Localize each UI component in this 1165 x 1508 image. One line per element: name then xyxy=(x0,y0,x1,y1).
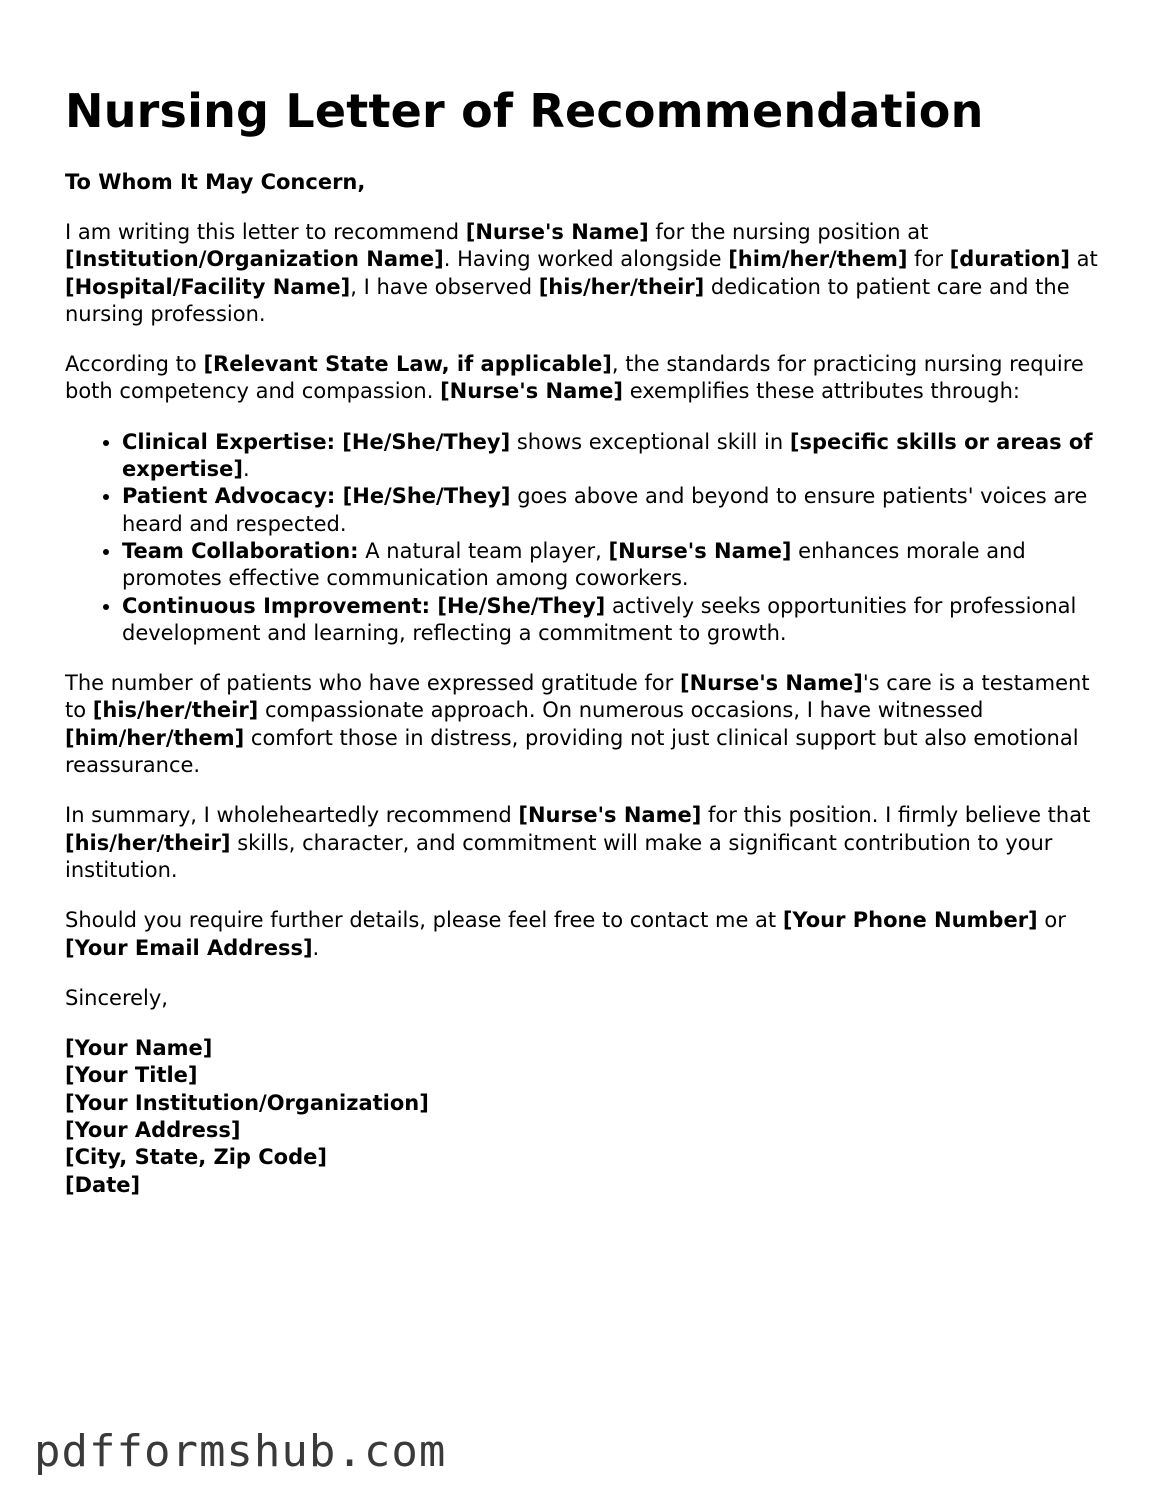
text: for the nursing position at xyxy=(648,220,929,244)
placeholder-nurse-name: [Nurse's Name] xyxy=(440,379,624,404)
text: enhances morale and promotes effective communication among coworkers. xyxy=(122,538,1026,591)
text: Should you require further details, please feel free to contact me at xyxy=(65,908,783,933)
placeholder-phone: [Your Phone Number] xyxy=(782,908,1038,933)
list-item-heading: Patient Advocacy: [He/She/They] xyxy=(122,484,511,509)
placeholder-pronoun-object: [him/her/them] xyxy=(728,247,908,272)
paragraph-intro xyxy=(65,219,1105,328)
attributes-list xyxy=(65,429,1105,647)
text: actively seeks opportunities for professional development and learning, reflecting a commitment to growth. xyxy=(122,593,1077,645)
list-item xyxy=(122,593,1105,648)
signature-name: [Your Name] xyxy=(65,1036,213,1061)
list-item-heading: Continuous Improvement: [He/She/They] xyxy=(122,593,606,618)
paragraph-gratitude xyxy=(65,670,1105,779)
placeholder-nurse-name: [Nurse's Name] xyxy=(608,538,792,563)
closing: Sincerely, xyxy=(65,985,168,1010)
watermark: pdfformshub.com xyxy=(34,1426,447,1477)
list-item xyxy=(122,538,1105,593)
text: comfort those in distress, providing not just clinical support but also emotional reassurance. xyxy=(65,725,1079,778)
list-item-heading: Team Collaboration: xyxy=(122,538,359,563)
signature-city: [City, State, Zip Code] xyxy=(65,1145,327,1170)
placeholder-pronoun-possessive: [his/her/their] xyxy=(538,274,705,299)
text: A natural team player, xyxy=(358,538,609,563)
placeholder-nurse-name: [Nurse's Name] xyxy=(518,803,702,828)
list-item xyxy=(122,483,1105,538)
placeholder-duration: [duration] xyxy=(949,247,1070,272)
document-title: Nursing Letter of Recommendation xyxy=(65,84,984,138)
text: shows exceptional skill in xyxy=(510,429,790,454)
paragraph-contact xyxy=(65,907,1105,962)
text: In summary, I wholeheartedly recommend xyxy=(65,803,519,828)
paragraph-standards xyxy=(65,351,1105,406)
list-item xyxy=(122,429,1105,484)
placeholder-skills: [specific skills or areas of expertise] xyxy=(122,429,1093,482)
signature-title: [Your Title] xyxy=(65,1063,198,1088)
paragraph-summary xyxy=(65,802,1105,884)
text: , I have observed xyxy=(350,274,539,299)
text: at xyxy=(1070,247,1098,272)
signature-institution: [Your Institution/Organization] xyxy=(65,1090,429,1115)
greeting: To Whom It May Concern, xyxy=(65,170,366,194)
text: goes above and beyond to ensure patients' voices are heard and respected. xyxy=(122,484,1088,536)
placeholder-institution: [Institution/Organization Name] xyxy=(65,247,444,272)
text: , the standards for practicing nursing require both competency and compassion. xyxy=(65,352,1084,404)
placeholder-pronoun-possessive: [his/her/their] xyxy=(92,698,259,723)
text: for this position. I firmly believe that xyxy=(701,803,1091,828)
placeholder-nurse-name: [Nurse's Name] xyxy=(465,220,649,244)
text: . Having worked alongside xyxy=(443,247,729,272)
text: 's care is a testament to xyxy=(65,671,1090,723)
text: skills, character, and commitment will make a significant contribution to your institution. xyxy=(65,830,1053,882)
signature-address: [Your Address] xyxy=(65,1118,241,1143)
list-item-heading: Clinical Expertise: [He/She/They] xyxy=(122,429,511,454)
signature-block xyxy=(65,1035,1105,1199)
text: . xyxy=(312,935,320,960)
text: . xyxy=(243,457,250,482)
letter-document xyxy=(65,0,1105,1199)
text: compassionate approach. On numerous occasions, I have witnessed xyxy=(258,698,984,723)
text: I am writing this letter to recommend xyxy=(65,220,466,244)
placeholder-pronoun-object: [him/her/them] xyxy=(65,725,245,750)
placeholder-facility: [Hospital/Facility Name] xyxy=(65,274,351,299)
signature-date: [Date] xyxy=(65,1172,141,1197)
text: or xyxy=(1037,908,1066,933)
text: for xyxy=(907,247,950,272)
placeholder-state-law: [Relevant State Law, if applicable] xyxy=(203,352,612,377)
text: According to xyxy=(65,352,204,377)
placeholder-nurse-name: [Nurse's Name] xyxy=(679,671,863,696)
placeholder-email: [Your Email Address] xyxy=(65,935,313,960)
text: The number of patients who have expressed gratitude for xyxy=(65,671,680,696)
text: exemplifies these attributes through: xyxy=(623,379,1020,404)
text: dedication to patient care and the nursing profession. xyxy=(65,274,1070,326)
placeholder-pronoun-possessive: [his/her/their] xyxy=(65,830,231,855)
